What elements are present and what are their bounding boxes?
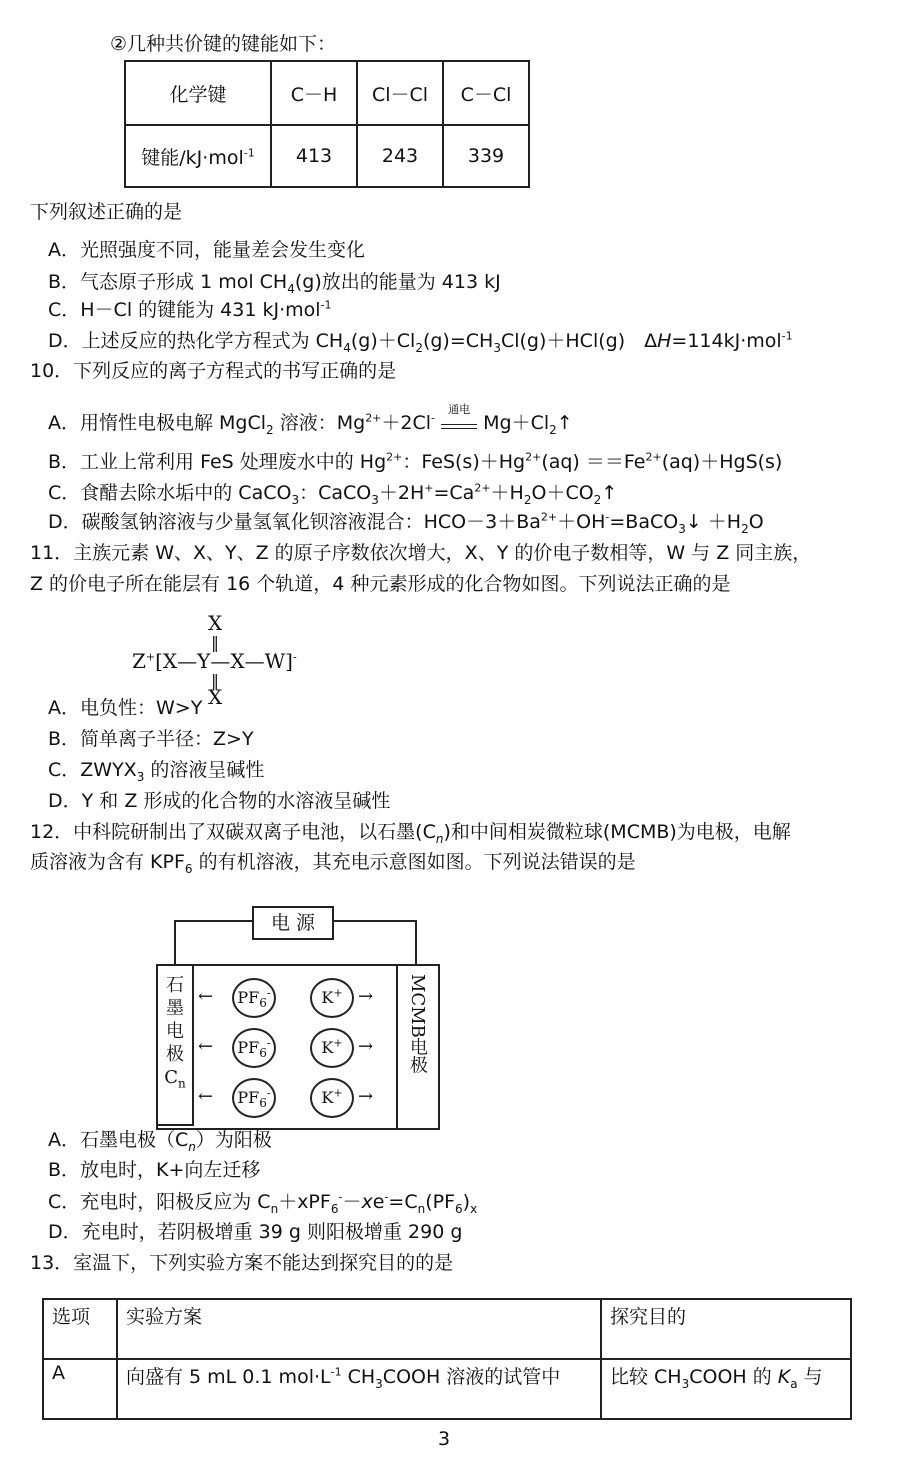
k-ion: K+ bbox=[310, 1028, 354, 1068]
q9-option-a: A．光照强度不同，能量差会发生变化 bbox=[48, 239, 365, 261]
k-ion: K+ bbox=[310, 978, 354, 1018]
q10-option-a: A．用惰性电极电解 MgCl$_2$ 溶液：$Mg^{2+}+2Cl^-$ 通电 $Mg+Cl_2↑$ bbox=[48, 403, 573, 437]
structure-atom-bottom: X bbox=[208, 685, 223, 709]
cation-arrow-right: → bbox=[358, 1086, 374, 1107]
double-bond-bottom: ‖ bbox=[211, 671, 219, 690]
double-bond-top: ‖ bbox=[211, 633, 219, 652]
table-header-cell: 实验方案 bbox=[117, 1299, 601, 1359]
q10-option-c: C．食醋去除水垢中的 CaCO$_3$：$CaCO_3+2H^+=Ca^{2+}+H_2O+CO_2↑$ bbox=[48, 481, 618, 507]
table-header-cell: 化学键 bbox=[125, 61, 271, 125]
q12-option-b: B．放电时，K+向左迁移 bbox=[48, 1159, 261, 1181]
q10-stem: 10．下列反应的离子方程式的书写正确的是 bbox=[30, 360, 397, 382]
table-cell: 比较 $CH_3COOH$ 的 $K_a$ 与 bbox=[601, 1359, 851, 1419]
power-supply-label: 电 源 bbox=[252, 906, 334, 940]
structure-main: Z+[X—Y—X—W]- bbox=[132, 649, 297, 673]
q9-option-d: D．上述反应的热化学方程式为 $CH_4(g)+Cl_2(g)=CH_3Cl(g)+HCl(g)$ ΔH=114kJ·mol$^{-1}$ bbox=[48, 329, 793, 355]
cation-arrow-right: → bbox=[358, 1036, 374, 1057]
pf6-ion: $PF_6^-$ bbox=[232, 1028, 276, 1068]
page-number: 3 bbox=[438, 1428, 451, 1450]
q12-option-c: C．充电时，阳极反应为 $C_n+xPF_6^--xe^-=C_n(PF_6)_x$ bbox=[48, 1190, 478, 1216]
experiment-table bbox=[42, 1298, 852, 1420]
anion-arrow-left: ← bbox=[198, 986, 214, 1007]
k-ion: K+ bbox=[310, 1078, 354, 1118]
q11-stem-line1: 11．主族元素 W、X、Y、Z 的原子序数依次增大，X、Y 的价电子数相等，W 与 Z 同主族， bbox=[30, 542, 812, 564]
mcmb-electrode-label: MCMB电极 bbox=[407, 974, 428, 1074]
table-cell: A bbox=[43, 1359, 117, 1419]
structure-atom-top: X bbox=[208, 611, 223, 635]
q11-stem-line2: Z 的价电子所在能层有 16 个轨道，4 种元素形成的化合物如图。下列说法正确的是 bbox=[30, 573, 731, 595]
table-cell: 413 bbox=[271, 125, 357, 187]
anion-arrow-left: ← bbox=[198, 1086, 214, 1107]
graphite-electrode: 石 墨 电 极 $C_n$ bbox=[156, 964, 194, 1126]
q12-stem-line2: 质溶液为含有 $KPF_6$ 的有机溶液，其充电示意图如图。下列说法错误的是 bbox=[30, 851, 636, 876]
table-header-cell: 选项 bbox=[43, 1299, 117, 1359]
q9-option-b: B．气态原子形成 1 mol $CH_4(g)$放出的能量为 413 kJ bbox=[48, 271, 501, 296]
q10-option-b: B．工业上常利用 FeS 处理废水中的 $Hg^{2+}$：$FeS(s)+Hg^{2+}(aq) ==Fe^{2+}(aq)+HgS(s)$ bbox=[48, 450, 783, 473]
q10-option-d: D．碳酸氢钠溶液与少量氢氧化钡溶液混合：$HCO-3+Ba^{2+}+OH^-=BaCO_3↓ +H_2O$ bbox=[48, 510, 764, 536]
q13-stem: 13．室温下，下列实验方案不能达到探究目的的是 bbox=[30, 1252, 454, 1274]
q9-option-c: C．H－Cl 的键能为 431 kJ·mol$^{-1}$ bbox=[48, 298, 332, 321]
battery-diagram bbox=[150, 900, 450, 1136]
mcmb-electrode bbox=[396, 964, 440, 1130]
q11-option-c: C．$ZWYX_3$ 的溶液呈碱性 bbox=[48, 759, 265, 784]
q12-stem-line1: 12．中科院研制出了双碳双离子电池，以石墨$(C_n)$和中间相炭微粒球(MCMB)为电极，电解 bbox=[30, 821, 791, 846]
table-header-cell: C－H bbox=[271, 61, 357, 125]
bond-intro: ②几种共价键的键能如下： bbox=[110, 33, 337, 55]
table-header-cell: 探究目的 bbox=[601, 1299, 851, 1359]
table-cell: 243 bbox=[357, 125, 443, 187]
table-header-cell: C－Cl bbox=[443, 61, 529, 125]
pf6-ion: $PF_6^-$ bbox=[232, 1078, 276, 1118]
table-row-label: 键能/kJ·mol$^{-1}$ bbox=[125, 125, 271, 187]
anion-arrow-left: ← bbox=[198, 1036, 214, 1057]
cation-arrow-right: → bbox=[358, 986, 374, 1007]
q11-option-d: D．Y 和 Z 形成的化合物的水溶液呈碱性 bbox=[48, 790, 391, 812]
table-header-cell: Cl－Cl bbox=[357, 61, 443, 125]
q12-option-a: A．石墨电极$(C_n)$为阳极 bbox=[48, 1129, 272, 1154]
table-cell: 向盛有 5 mL 0.1 $mol\cdot L^{-1}$ $CH_3COOH$ 溶液的试管中 bbox=[117, 1359, 601, 1419]
q9-stem: 下列叙述正确的是 bbox=[30, 201, 183, 223]
bond-energy-table bbox=[124, 60, 530, 188]
q11-option-b: B．简单离子半径：Z>Y bbox=[48, 728, 254, 750]
q11-structure bbox=[130, 608, 370, 708]
q12-option-d: D．充电时，若阴极增重 39 g 则阳极增重 290 g bbox=[48, 1221, 463, 1243]
q11-option-a: A．电负性：W>Y bbox=[48, 697, 203, 719]
reaction-condition: 通电 bbox=[448, 403, 471, 416]
table-cell: 339 bbox=[443, 125, 529, 187]
pf6-ion: $PF_6^-$ bbox=[232, 978, 276, 1018]
